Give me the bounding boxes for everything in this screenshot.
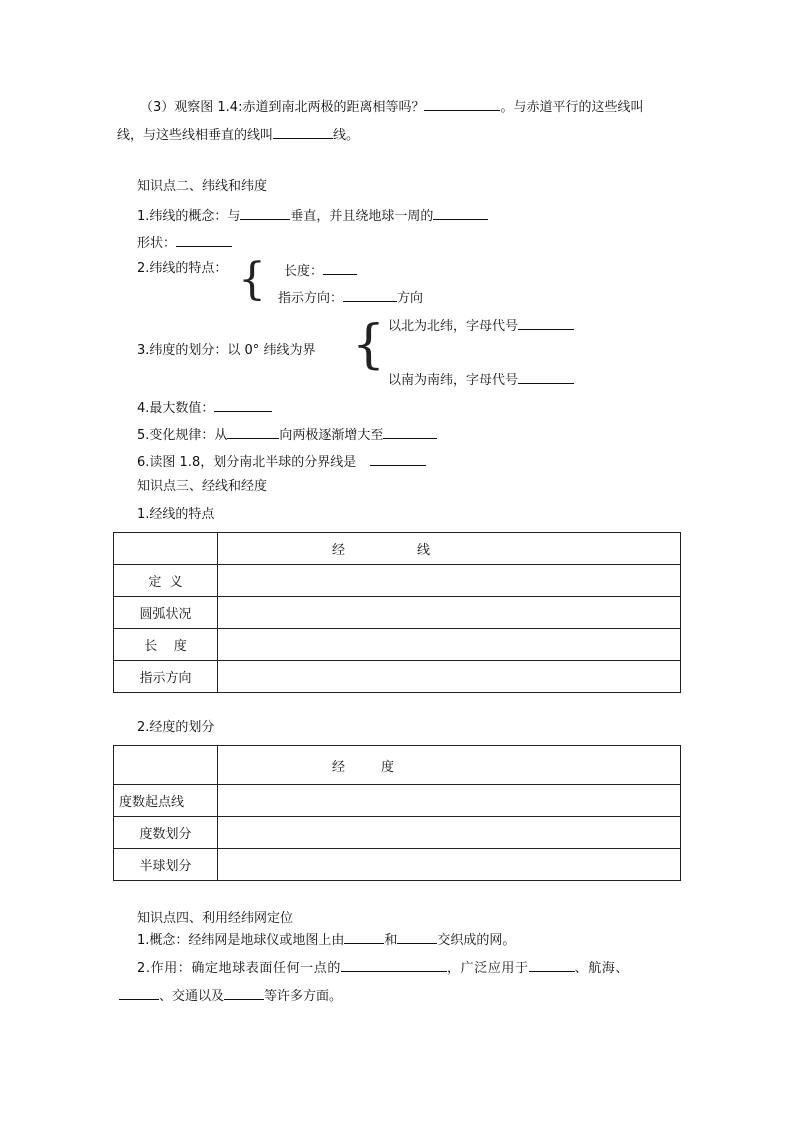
longitude-features-table [113,532,681,693]
north-label: 以北为北纬，字母代号 [388,319,519,334]
answer-blank[interactable] [518,315,574,330]
answer-cell[interactable] [218,817,681,849]
concept-text: 1.概念：经纬网是地球仪或地图上由 [137,933,345,948]
change-text: 5.变化规律：从 [137,428,228,443]
answer-blank[interactable] [424,96,500,111]
answer-blank[interactable] [224,985,264,1000]
south-label: 以南为南纬，字母代号 [388,373,519,388]
table-1-caption: 1.经线的特点 [137,507,215,522]
question-3-line-2 [117,124,359,145]
row-label-arc-shape: 圆弧状况 [114,597,218,629]
answer-cell[interactable] [218,597,681,629]
row-label-start-line: 度数起点线 [114,785,218,817]
direction-label: 指示方向： [278,291,344,306]
question-3-text: （3）观察图 1.4:赤道到南北两极的距离相等吗？ [140,100,425,115]
answer-cell[interactable] [218,785,681,817]
read-text: 6.读图 1.8，划分南北半球的分界线是 [137,455,357,470]
grid-use-line-1 [137,957,629,978]
south-latitude-line [388,369,574,390]
section-title-latitude: 知识点二、纬线和纬度 [137,179,268,194]
answer-cell[interactable] [218,565,681,597]
grid-concept-line [137,929,515,950]
question-3-line-1 [140,96,643,117]
longitude-division-table [113,745,681,881]
use-text-3: 、航海、 [574,961,630,976]
header-char: 经 [332,543,346,558]
answer-blank[interactable] [119,985,159,1000]
use-text-2: ，广泛应用于 [447,961,529,976]
north-latitude-line [388,315,574,336]
latitude-division-label: 3.纬度的划分：以 0° 纬线为界 [137,343,316,358]
shape-line [137,232,232,253]
use-text: 2.作用：确定地球表面任何一点的 [137,961,342,976]
left-brace-icon: { [238,254,266,305]
answer-blank[interactable] [240,205,290,220]
latitude-line-concept [137,205,488,226]
header-char: 线 [417,543,431,558]
row-label-length: 长 度 [114,629,218,661]
answer-cell[interactable] [218,661,681,693]
header-char: 经 [332,759,346,775]
answer-blank[interactable] [341,957,447,972]
table-corner-cell [114,746,218,785]
answer-blank[interactable] [176,232,232,247]
row-label-degree-division: 度数划分 [114,817,218,849]
max-value-line [137,397,272,418]
features-label: 2.纬线的特点： [137,261,228,276]
concept-text-3: 交织成的网。 [437,933,516,948]
max-label: 4.最大数值： [137,401,215,416]
table-corner-cell [114,533,218,565]
use-text-4: 、交通以及 [159,989,225,1004]
direction-line [278,287,423,308]
question-3-text-4: 线。 [333,128,360,143]
concept-text-2: 和 [384,933,398,948]
answer-blank[interactable] [529,957,575,972]
grid-use-line-2 [119,985,342,1006]
length-line [284,260,357,281]
header-char: 度 [381,759,395,775]
use-text-5: 等许多方面。 [264,989,343,1004]
length-label: 长度： [284,264,324,279]
answer-cell[interactable] [218,849,681,881]
answer-blank[interactable] [344,929,384,944]
row-label-definition: 定 义 [114,565,218,597]
row-label-hemisphere-division: 半球划分 [114,849,218,881]
hemisphere-boundary-line [137,451,426,472]
answer-blank[interactable] [323,260,357,275]
concept-text: 1.纬线的概念：与 [137,209,241,224]
section-title-grid: 知识点四、利用经纬网定位 [137,911,294,926]
table-header-cell [218,533,681,565]
answer-blank[interactable] [227,424,279,439]
answer-blank[interactable] [214,397,272,412]
question-3-text-3: 线，与这些线相垂直的线叫 [117,128,274,143]
left-brace-icon: { [352,315,386,375]
concept-text-2: 垂直，并且绕地球一周的 [290,209,434,224]
answer-blank[interactable] [343,287,397,302]
section-title-longitude: 知识点三、经线和经度 [137,479,268,494]
answer-blank[interactable] [273,124,333,139]
answer-blank[interactable] [383,424,437,439]
table-2-caption: 2.经度的划分 [137,720,215,735]
row-label-direction: 指示方向 [114,661,218,693]
change-rule-line [137,424,437,445]
direction-suffix: 方向 [397,291,424,306]
answer-blank[interactable] [433,205,488,220]
change-text-2: 向两极逐渐增大至 [279,428,384,443]
answer-blank[interactable] [370,451,426,466]
table-header-cell [218,746,681,785]
answer-blank[interactable] [518,369,574,384]
shape-label: 形状： [137,236,177,251]
answer-cell[interactable] [218,629,681,661]
question-3-text-2: 。与赤道平行的这些线叫 [500,100,644,115]
answer-blank[interactable] [397,929,437,944]
